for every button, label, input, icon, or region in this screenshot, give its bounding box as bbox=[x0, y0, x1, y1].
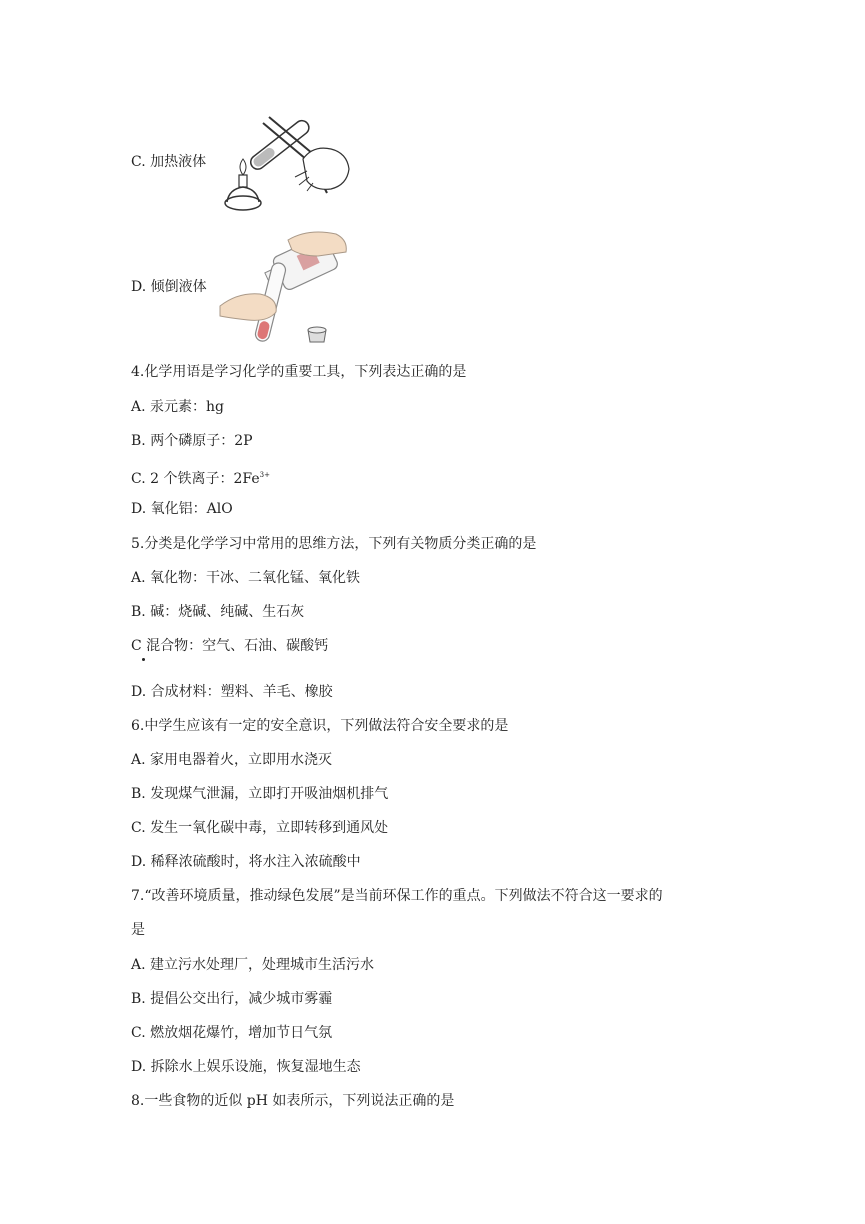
question-7-option-a: A. 建立污水处理厂，处理城市生活污水 bbox=[131, 957, 375, 973]
question-6: 6.中学生应该有一定的安全意识，下列做法符合安全要求的是 bbox=[131, 718, 509, 734]
question-7-line-1: 7.“改善环境质量，推动绿色发展”是当前环保工作的重点。下列做法不符合这一要求的 bbox=[131, 888, 663, 904]
pouring-liquid-figure bbox=[218, 226, 350, 348]
question-5-option-c: C 混合物：空气、石油、碳酸钙 bbox=[131, 638, 329, 654]
question-5-option-d: D. 合成材料：塑料、羊毛、橡胶 bbox=[131, 684, 333, 700]
question-4-option-a: A. 汞元素：hg bbox=[131, 399, 224, 415]
option-c-heat-liquid: C. 加热液体 bbox=[131, 154, 207, 170]
option-d-pour-liquid: D. 倾倒液体 bbox=[131, 279, 207, 295]
question-4-option-b: B. 两个磷原子：2P bbox=[131, 433, 253, 449]
question-6-option-c: C. 发生一氧化碳中毒，立即转移到通风处 bbox=[131, 820, 389, 836]
question-8: 8.一些食物的近似 pH 如表所示，下列说法正确的是 bbox=[131, 1093, 455, 1109]
question-7-option-b: B. 提倡公交出行，减少城市雾霾 bbox=[131, 991, 333, 1007]
question-5: 5.分类是化学学习中常用的思维方法，下列有关物质分类正确的是 bbox=[131, 536, 537, 552]
question-7-option-d: D. 拆除水上娱乐设施，恢复湿地生态 bbox=[131, 1059, 361, 1075]
question-7-line-2: 是 bbox=[131, 922, 145, 938]
question-7-option-c: C. 燃放烟花爆竹，增加节日气氛 bbox=[131, 1025, 333, 1041]
question-4-option-c bbox=[131, 466, 270, 488]
question-5-option-b: B. 碱：烧碱、纯碱、生石灰 bbox=[131, 604, 305, 620]
question-6-option-b: B. 发现煤气泄漏，立即打开吸油烟机排气 bbox=[131, 786, 389, 802]
question-4-option-c-text: C. 2 个铁离子：2Fe bbox=[131, 471, 260, 487]
question-5-option-a: A. 氧化物：干冰、二氧化锰、氧化铁 bbox=[131, 570, 361, 586]
question-6-option-a: A. 家用电器着火，立即用水浇灭 bbox=[131, 752, 333, 768]
stray-dot bbox=[142, 658, 145, 661]
question-4: 4.化学用语是学习化学的重要工具，下列表达正确的是 bbox=[131, 364, 467, 380]
question-4-option-d: D. 氧化铝：AlO bbox=[131, 501, 233, 517]
iron-ion-charge: 3+ bbox=[259, 471, 270, 479]
heating-liquid-figure bbox=[215, 105, 355, 217]
question-6-option-d: D. 稀释浓硫酸时，将水注入浓硫酸中 bbox=[131, 854, 361, 870]
